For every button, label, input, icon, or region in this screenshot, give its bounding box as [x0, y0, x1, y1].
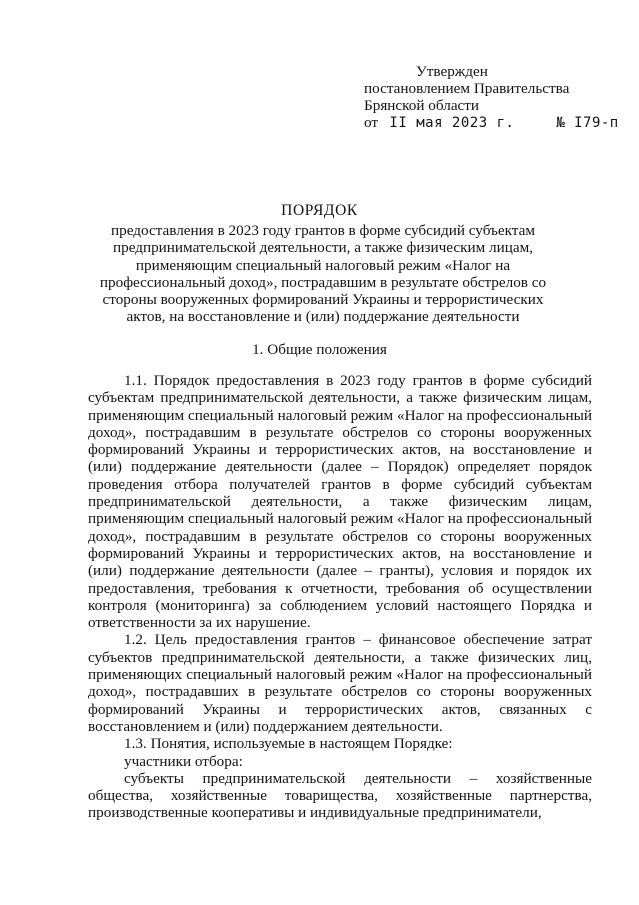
approval-line: Брянской области — [364, 97, 480, 114]
approval-prefix: от — [364, 114, 379, 131]
paragraph-participants: участники отбора: — [124, 752, 243, 770]
approval-line: постановлением Правительства — [364, 80, 570, 97]
approval-stamp — [364, 63, 624, 132]
section-heading: 1. Общие положения — [252, 341, 387, 358]
approval-date: II мая 2023 г. — [389, 115, 515, 131]
document-subtitle: предоставления в 2023 году грантов в форме субсидий субъектам предпринимательской деятельности, а также физическим лицам, применяющим специальный налоговый режим «Налог на профессиональный доход», пострадавшим в результате обстрелов со стороны вооруженных формирований Украины и террористических актов, на восстановление и (или) поддержание деятельности — [99, 222, 547, 326]
document-body — [88, 372, 592, 822]
paragraph-1-1: 1.1. Порядок предоставления в 2023 году грантов в форме субсидий субъектам предпринимательской деятельности, а также физическим лицам, применяющим специальный налоговый режим «Налог на профессиональный доход», пострадавшим в результате обстрелов со стороны вооруженных формирований Украины и террористических актов, на восстановление и (или) поддержание деятельности (далее – Порядок) определяет порядок проведения отбора получателей грантов в форме субсидий субъектам предпринимательской деятельности, а также физическим лицам, применяющим специальный налоговый режим «Налог на профессиональный доход», пострадавшим в результате обстрелов со стороны вооруженных формирований Украины и террористических актов, на восстановление и (или) поддержание деятельности (далее – гранты), условия и порядок их предоставления, требования к отчетности, требования об осуществлении контроля (мониторинга) за соблюдением условий настоящего Порядка и ответственности за их нарушение. — [88, 372, 592, 632]
document-title: ПОРЯДОК — [281, 202, 358, 219]
paragraph-1-2: 1.2. Цель предоставления грантов – финансовое обеспечение затрат субъектов предпринимательской деятельности, а также физических лиц, применяющих специальный налоговый режим «Налог на профессиональный доход», пострадавших в результате обстрелов со стороны вооруженных формирований Украины и террористических актов, связанных с восстановлением и (или) поддержанием деятельности. — [88, 631, 592, 735]
approval-number: № I79-п — [556, 115, 619, 131]
approval-line: Утвержден — [416, 63, 488, 80]
approval-date-line — [364, 114, 624, 132]
paragraph-subjects: субъекты предпринимательской деятельности – хозяйственные общества, хозяйственные товарищества, хозяйственные партнерства, производственные кооперативы и индивидуальные предприниматели, — [88, 769, 592, 822]
paragraph-1-3: 1.3. Понятия, используемые в настоящем Порядке: — [124, 735, 453, 753]
